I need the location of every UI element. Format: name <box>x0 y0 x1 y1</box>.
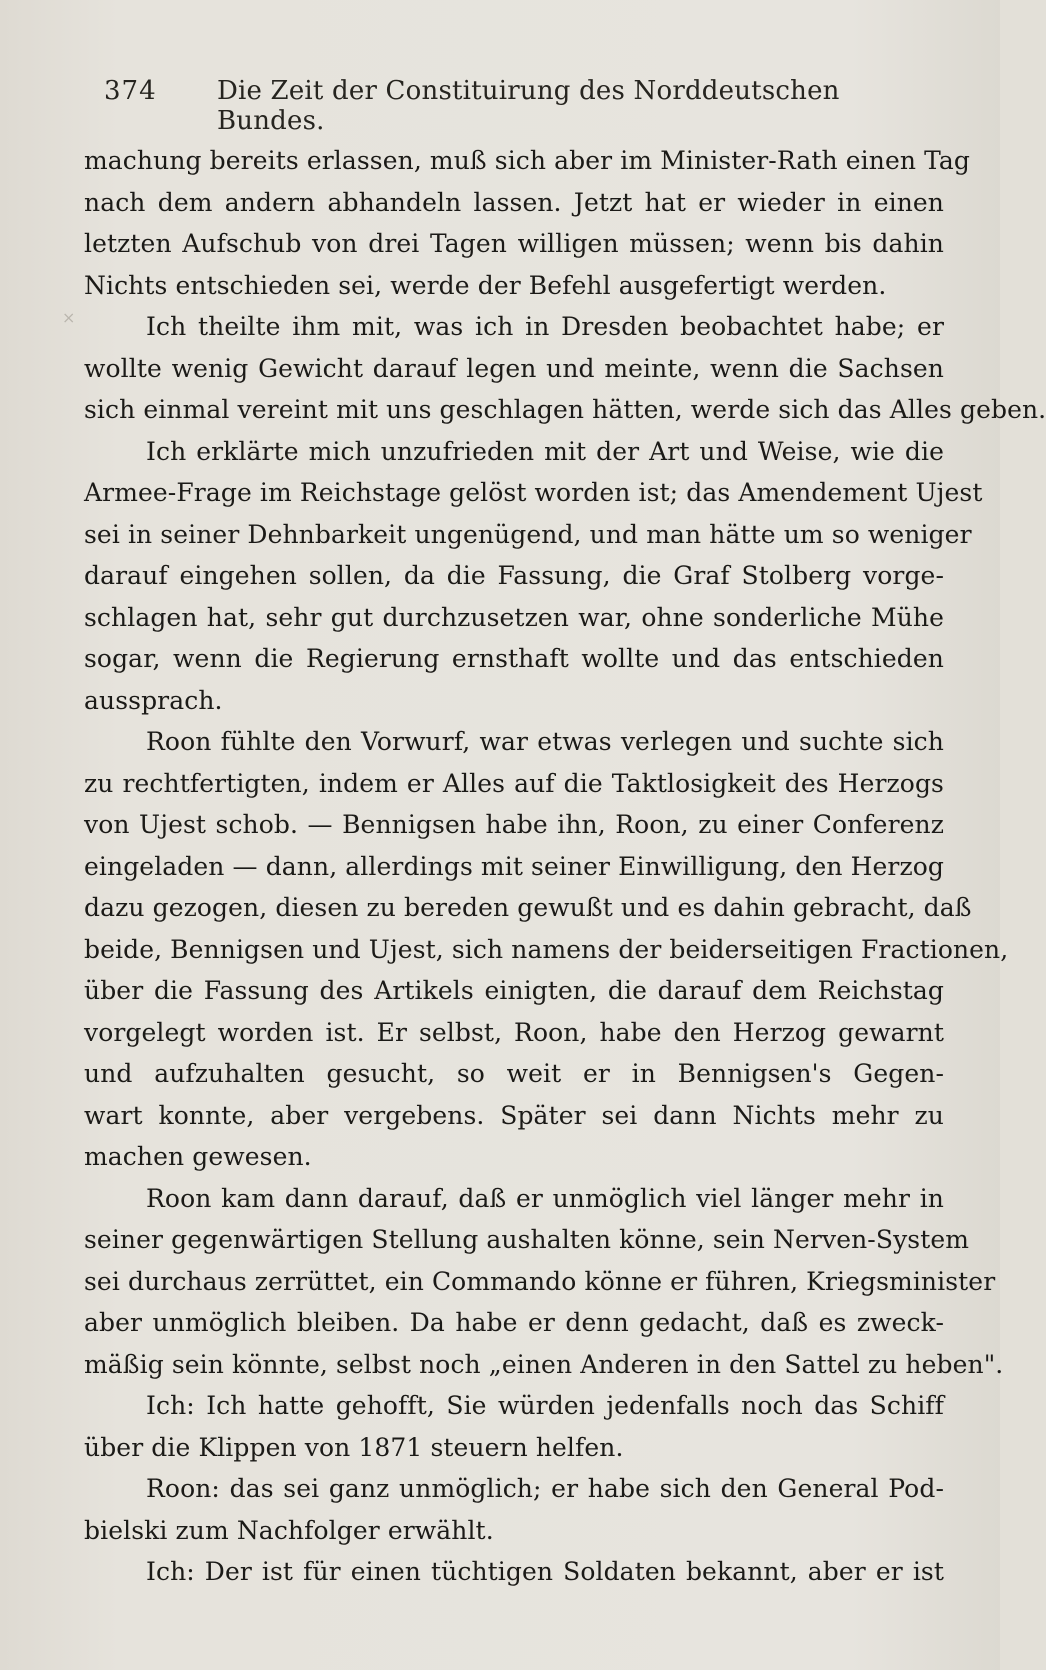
text-line: und aufzuhalten gesucht, so weit er in Bennigsen's Gegen- <box>84 1059 944 1088</box>
text-line: Nichts entschieden sei, werde der Befehl ausgefertigt werden. <box>84 270 887 300</box>
body-text <box>84 140 1046 1593</box>
text-line: aussprach. <box>84 685 223 715</box>
text-line: Armee-Frage im Reichstage gelöst worden ist; das Amendement Ujest <box>84 478 983 507</box>
page-number: 374 <box>104 76 157 106</box>
text-line: eingeladen — dann, allerdings mit seiner Einwilligung, den Herzog <box>84 851 944 881</box>
text-line: machen gewesen. <box>84 1142 312 1171</box>
running-head <box>104 76 924 136</box>
text-line: von Ujest schob. — Bennigsen habe ihn, Roon, zu einer Conferenz <box>84 810 944 839</box>
text-line: zu rechtfertigten, indem er Alles auf die Taktlosigkeit des Herzogs <box>84 768 944 798</box>
text-line: seiner gegenwärtigen Stellung aushalten könne, sein Nerven-System <box>84 1225 970 1254</box>
text-line: mäßig sein könnte, selbst noch „einen Anderen in den Sattel zu heben". <box>84 1349 1004 1379</box>
text-line: sei in seiner Dehnbarkeit ungenügend, und man hätte um so weniger <box>84 519 972 549</box>
margin-mark: × <box>62 308 76 327</box>
text-line: dazu gezogen, diesen zu bereden gewußt und es dahin gebracht, daß <box>84 893 972 922</box>
text-line: Roon: das sei ganz unmöglich; er habe sich den General Pod- <box>146 1474 944 1503</box>
running-title: Die Zeit der Constituirung des Norddeutschen Bundes. <box>216 76 840 136</box>
text-line: Ich: Der ist für einen tüchtigen Soldaten bekannt, aber er ist <box>146 1557 944 1586</box>
text-line: nach dem andern abhandeln lassen. Jetzt hat er wieder in einen <box>84 187 944 217</box>
text-line: machung bereits erlassen, muß sich aber im Minister-Rath einen Tag <box>84 146 971 175</box>
text-line: wart konnte, aber vergebens. Später sei dann Nichts mehr zu <box>84 1100 944 1130</box>
text-line: sogar, wenn die Regierung ernsthaft wollte und das entschieden <box>84 644 944 673</box>
text-line: über die Klippen von 1871 steuern helfen. <box>84 1432 624 1462</box>
text-line: darauf eingehen sollen, da die Fassung, die Graf Stolberg vorge- <box>84 561 944 590</box>
text-line: Ich erklärte mich unzufrieden mit der Art und Weise, wie die <box>146 436 944 466</box>
text-line: Ich theilte ihm mit, was ich in Dresden beobachtet habe; er <box>146 312 944 341</box>
text-line: aber unmöglich bleiben. Da habe er denn gedacht, daß es zweck- <box>84 1308 944 1337</box>
text-line: Ich: Ich hatte gehofft, Sie würden jedenfalls noch das Schiff <box>146 1391 944 1420</box>
text-line: sei durchaus zerrüttet, ein Commando könne er führen, Kriegsminister <box>84 1266 996 1296</box>
text-line: wollte wenig Gewicht darauf legen und meinte, wenn die Sachsen <box>84 353 944 383</box>
text-line: Roon fühlte den Vorwurf, war etwas verlegen und suchte sich <box>146 727 944 756</box>
text-line: letzten Aufschub von drei Tagen willigen müssen; wenn bis dahin <box>84 229 944 258</box>
text-line: Roon kam dann darauf, daß er unmöglich viel länger mehr in <box>146 1183 944 1213</box>
text-line: über die Fassung des Artikels einigten, die darauf dem Reichstag <box>84 976 944 1005</box>
text-line: vorgelegt worden ist. Er selbst, Roon, habe den Herzog gewarnt <box>84 1017 944 1047</box>
text-line: sich einmal vereint mit uns geschlagen hätten, werde sich das Alles geben. <box>84 395 1046 424</box>
text-line: beide, Bennigsen und Ujest, sich namens der beiderseitigen Fractionen, <box>84 934 1009 964</box>
text-line: schlagen hat, sehr gut durchzusetzen war, ohne sonderliche Mühe <box>84 602 944 632</box>
text-line: bielski zum Nachfolger erwählt. <box>84 1515 494 1545</box>
